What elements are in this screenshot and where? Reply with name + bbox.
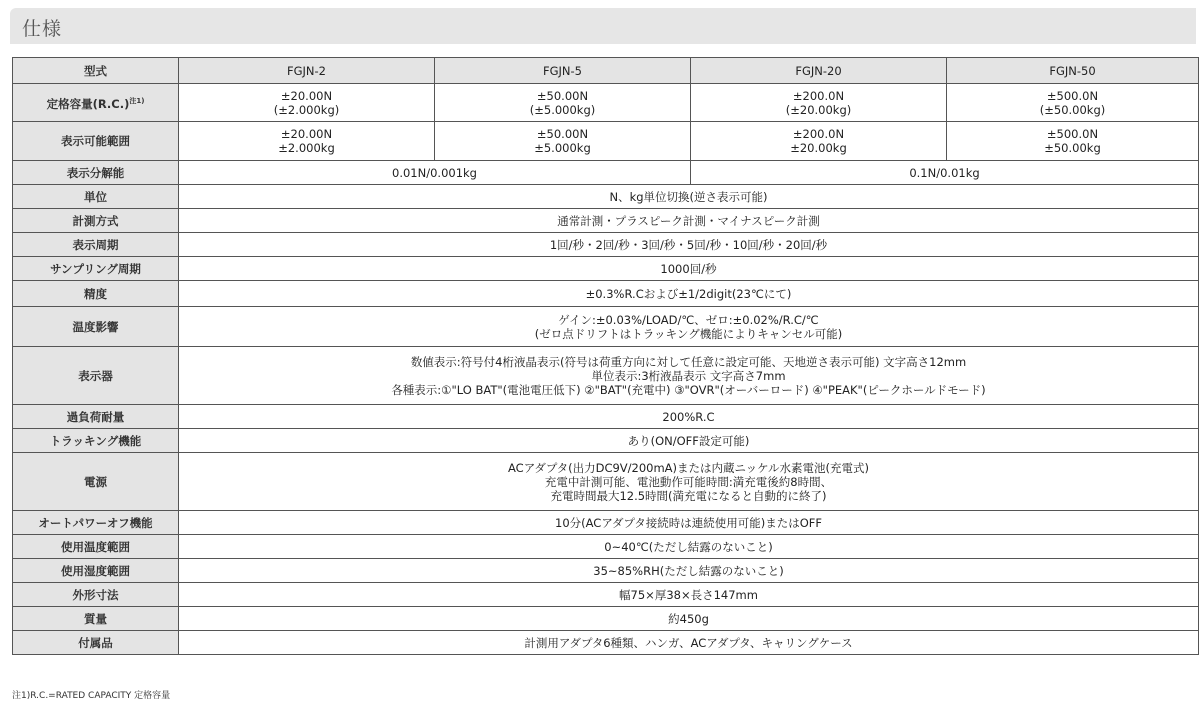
section-title: 仕様 [22, 18, 63, 40]
table-row-auto-off [13, 511, 1199, 535]
table-row-accuracy [13, 281, 1199, 307]
display-cycle-cell: 1回/秒・2回/秒・3回/秒・5回/秒・10回/秒・20回/秒 [179, 233, 1199, 257]
model-cell-2: FGJN-5 [435, 58, 691, 84]
row-label-auto-off: オートパワーオフ機能 [13, 511, 179, 535]
display-range-cell-4: ±500.0N ±50.00kg [947, 122, 1199, 161]
row-label-power: 電源 [13, 453, 179, 511]
table-row-accessories [13, 631, 1199, 655]
accuracy-cell: ±0.3%R.Cおよび±1/2digit(23℃にて) [179, 281, 1199, 307]
row-label-display: 表示器 [13, 347, 179, 405]
row-label-display-range: 表示可能範囲 [13, 122, 179, 161]
table-row-temp-effect [13, 307, 1199, 347]
model-cell-4: FGJN-50 [947, 58, 1199, 84]
unit-cell: N、kg単位切換(逆さ表示可能) [179, 185, 1199, 209]
dimensions-cell: 幅75×厚38×長さ147mm [179, 583, 1199, 607]
table-row-rated-capacity [13, 84, 1199, 122]
table-row-sampling [13, 257, 1199, 281]
display-cell: 数値表示:符号付4桁液晶表示(符号は荷重方向に対して任意に設定可能、天地逆さ表示可能) 文字高さ12mm 単位表示:3桁液晶表示 文字高さ7mm 各種表示:①"LO BAT"(電池電圧低下) ②"BAT"(充電中) ③"OVR"(オーバーロード) ④"PEAK"(ピークホールドモード) [179, 347, 1199, 405]
table-row-mass [13, 607, 1199, 631]
rated-capacity-cell-1: ±20.00N (±2.000kg) [179, 84, 435, 122]
table-row-tracking [13, 429, 1199, 453]
rated-capacity-cell-2: ±50.00N (±5.000kg) [435, 84, 691, 122]
temp-effect-cell: ゲイン:±0.03%/LOAD/℃、ゼロ:±0.02%/R.C/℃ (ゼロ点ドリフトはトラッキング機能によりキャンセル可能) [179, 307, 1199, 347]
row-label-display-cycle: 表示周期 [13, 233, 179, 257]
display-range-cell-3: ±200.0N ±20.00kg [691, 122, 947, 161]
spec-table [12, 57, 1199, 655]
model-cell-3: FGJN-20 [691, 58, 947, 84]
power-cell: ACアダプタ(出力DC9V/200mA)または内蔵ニッケル水素電池(充電式) 充電中計測可能、電池動作可能時間:満充電後約8時間、 充電時間最大12.5時間(満充電になると自動的に終了) [179, 453, 1199, 511]
table-row-temp-range [13, 535, 1199, 559]
row-label-model: 型式 [13, 58, 179, 84]
sampling-cell: 1000回/秒 [179, 257, 1199, 281]
rated-capacity-cell-4: ±500.0N (±50.00kg) [947, 84, 1199, 122]
model-cell-1: FGJN-2 [179, 58, 435, 84]
display-range-cell-1: ±20.00N ±2.000kg [179, 122, 435, 161]
resolution-cell-left: 0.01N/0.001kg [179, 161, 691, 185]
row-label-mass: 質量 [13, 607, 179, 631]
measure-mode-cell: 通常計測・プラスピーク計測・マイナスピーク計測 [179, 209, 1199, 233]
table-row-measure-mode [13, 209, 1199, 233]
table-row-display-range [13, 122, 1199, 161]
table-row-display-cycle [13, 233, 1199, 257]
table-row-model [13, 58, 1199, 84]
row-label-accuracy: 精度 [13, 281, 179, 307]
resolution-cell-right: 0.1N/0.01kg [691, 161, 1199, 185]
row-label-unit: 単位 [13, 185, 179, 209]
table-row-humidity-range [13, 559, 1199, 583]
table-row-display [13, 347, 1199, 405]
row-label-tracking: トラッキング機能 [13, 429, 179, 453]
row-label-humidity-range: 使用湿度範囲 [13, 559, 179, 583]
row-label-temp-range: 使用温度範囲 [13, 535, 179, 559]
row-label-measure-mode: 計測方式 [13, 209, 179, 233]
row-label-sampling: サンプリング周期 [13, 257, 179, 281]
accessories-cell: 計測用アダプタ6種類、ハンガ、ACアダプタ、キャリングケース [179, 631, 1199, 655]
table-row-overload [13, 405, 1199, 429]
row-label-rated-capacity: 定格容量$(R.C.)^{注1)}$ [13, 84, 179, 122]
section-header [10, 8, 1196, 44]
table-row-resolution [13, 161, 1199, 185]
temp-range-cell: 0~40℃(ただし結露のないこと) [179, 535, 1199, 559]
rated-capacity-cell-3: ±200.0N (±20.00kg) [691, 84, 947, 122]
row-label-temp-effect: 温度影響 [13, 307, 179, 347]
mass-cell: 約450g [179, 607, 1199, 631]
overload-cell: 200%R.C [179, 405, 1199, 429]
footnote: 注1)R.C.=RATED CAPACITY 定格容量 [12, 691, 171, 701]
display-range-cell-2: ±50.00N ±5.000kg [435, 122, 691, 161]
row-label-dimensions: 外形寸法 [13, 583, 179, 607]
row-label-overload: 過負荷耐量 [13, 405, 179, 429]
table-row-unit [13, 185, 1199, 209]
tracking-cell: あり(ON/OFF設定可能) [179, 429, 1199, 453]
auto-off-cell: 10分(ACアダプタ接続時は連続使用可能)またはOFF [179, 511, 1199, 535]
row-label-resolution: 表示分解能 [13, 161, 179, 185]
note-mark: 注1) [129, 97, 145, 105]
humidity-range-cell: 35~85%RH(ただし結露のないこと) [179, 559, 1199, 583]
table-row-power [13, 453, 1199, 511]
table-row-dimensions [13, 583, 1199, 607]
row-label-accessories: 付属品 [13, 631, 179, 655]
